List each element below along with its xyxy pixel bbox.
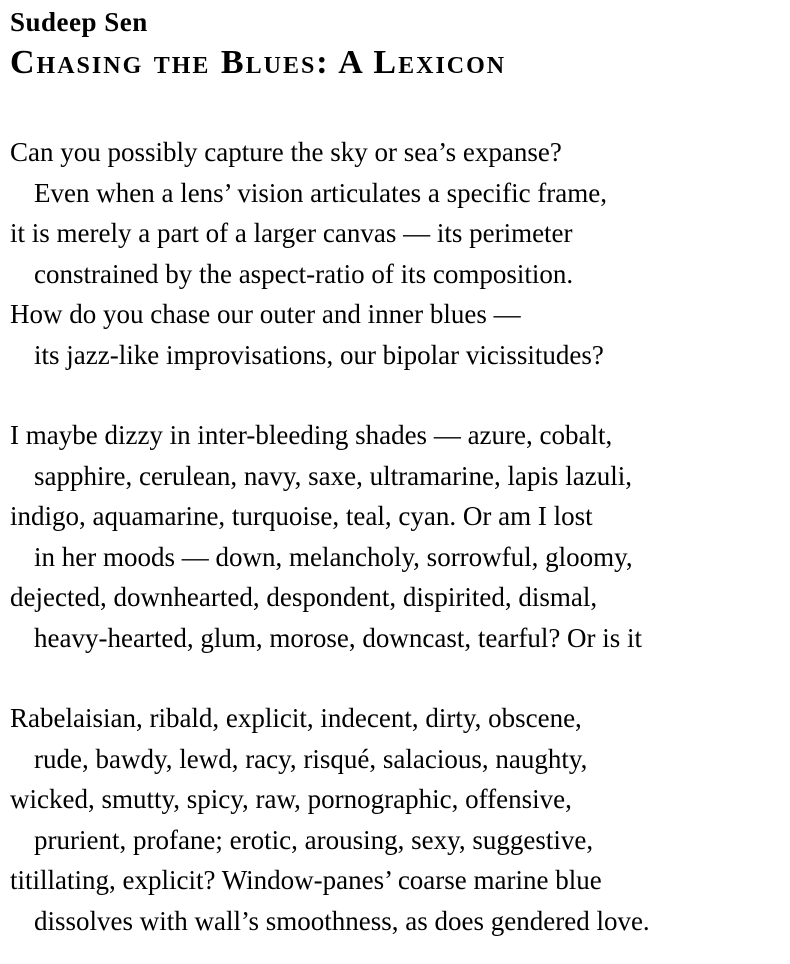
poem-line: sapphire, cerulean, navy, saxe, ultramarine, lapis lazuli, xyxy=(34,460,633,491)
poem-line: prurient, profane; erotic, arousing, sexy, suggestive, xyxy=(34,824,594,855)
poem-line: Even when a lens’ vision articulates a specific frame, xyxy=(34,177,608,208)
poem-line: constrained by the aspect-ratio of its composition. xyxy=(34,258,574,289)
poem-body xyxy=(10,132,780,941)
poem-line: indigo, aquamarine, turquoise, teal, cyan. Or am I lost xyxy=(10,501,593,531)
poem-stanza-1 xyxy=(10,132,780,375)
poem-line: I maybe dizzy in inter-bleeding shades — azure, cobalt, xyxy=(10,420,613,450)
poem-line: its jazz-like improvisations, our bipolar vicissitudes? xyxy=(34,339,604,370)
poem-stanza-3 xyxy=(10,698,780,941)
poem-line: dissolves with wall’s smoothness, as does gendered love. xyxy=(34,905,650,936)
poem-line: heavy-hearted, glum, morose, downcast, tearful? Or is it xyxy=(34,622,643,653)
poem-line: rude, bawdy, lewd, racy, risqué, salacious, naughty, xyxy=(34,743,588,774)
poem-line: Can you possibly capture the sky or sea’s expanse? xyxy=(10,137,562,167)
poem-line: in her moods — down, melancholy, sorrowful, gloomy, xyxy=(34,541,633,572)
poem-line: wicked, smutty, spicy, raw, pornographic, offensive, xyxy=(10,784,572,814)
poem-line: titillating, explicit? Window-panes’ coarse marine blue xyxy=(10,865,602,895)
poem-stanza-2 xyxy=(10,415,780,658)
poem-line: How do you chase our outer and inner blues — xyxy=(10,299,521,329)
poem-line: dejected, downhearted, despondent, dispirited, dismal, xyxy=(10,582,598,612)
poem-line: it is merely a part of a larger canvas — its perimeter xyxy=(10,218,573,248)
poem-line: Rabelaisian, ribald, explicit, indecent, dirty, obscene, xyxy=(10,703,582,733)
poem-title: Chasing the Blues: A Lexicon xyxy=(10,44,507,81)
author-name: Sudeep Sen xyxy=(10,7,148,37)
